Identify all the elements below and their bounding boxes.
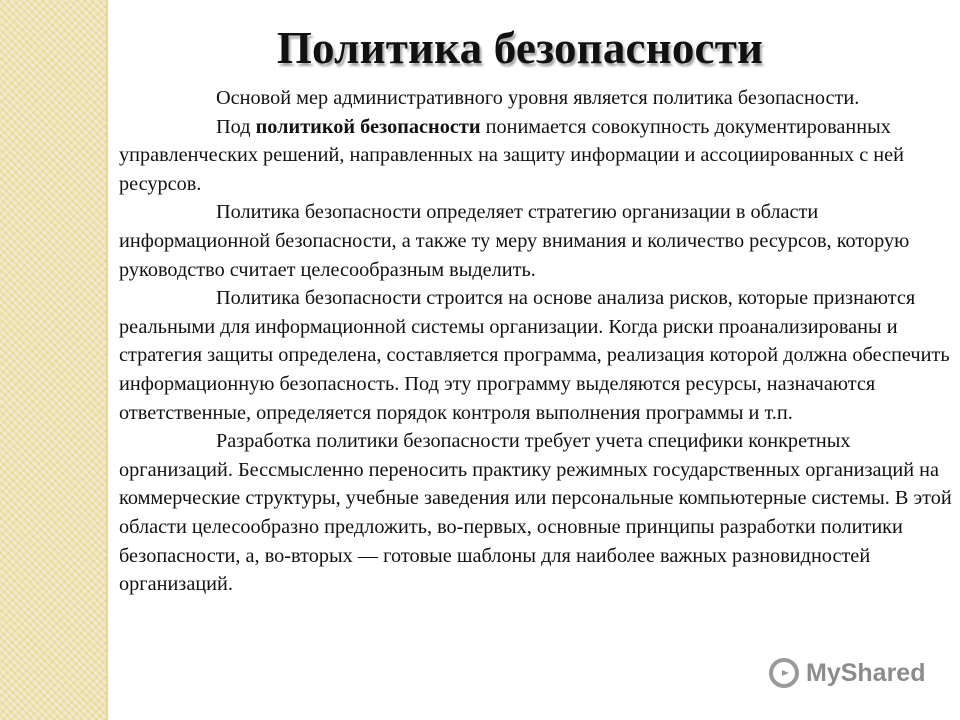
watermark — [768, 655, 925, 691]
paragraph-5: Разработка политики безопасности требует учета специфики конкретных организаций. Бессмысленно переносить практику режимных государственных организаций на коммерческие структуры, учебные заведения или персональные компьютерные системы. В этой области целесообразно предложить, во-первых, основные принципы разработки политики безопасности, а, во-вторых — готовые шаблоны для наиболее важных разновидностей организаций. — [119, 430, 952, 596]
paragraph-3: Политика безопасности определяет стратегию организации в области информационной безопасности, а также ту меру внимания и количество ресурсов, которую руководство считает целесообразным выделить. — [119, 201, 910, 281]
paragraph-4: Политика безопасности строится на основе анализа рисков, которые признаются реальными для информационной системы организации. Когда риски проанализированы и стратегия защиты определена, составляется программа, реализация которой должна обеспечить информационную безопасность. Под эту программу выделяются ресурсы, назначаются ответственные, определяется порядок контроля выполнения программы и т.п. — [119, 287, 950, 424]
paragraph-2-lead: Под — [216, 115, 256, 138]
paragraph-2 — [119, 113, 954, 199]
myshared-logo-icon — [768, 657, 800, 689]
main-text — [119, 84, 954, 599]
page-title: Политика безопасности — [276, 23, 764, 73]
decorative-side-strip — [0, 0, 108, 720]
paragraph-1: Основой мер административного уровня является политика безопасности. — [216, 87, 860, 109]
paragraph-2-rest: понимается совокупность документированных управленческих решений, направленных на защиту информации и ассоциированных с ней ресурсов. — [119, 115, 904, 195]
watermark-text: MyShared — [806, 658, 926, 687]
paragraph-2-term: политикой безопасности — [255, 115, 481, 138]
